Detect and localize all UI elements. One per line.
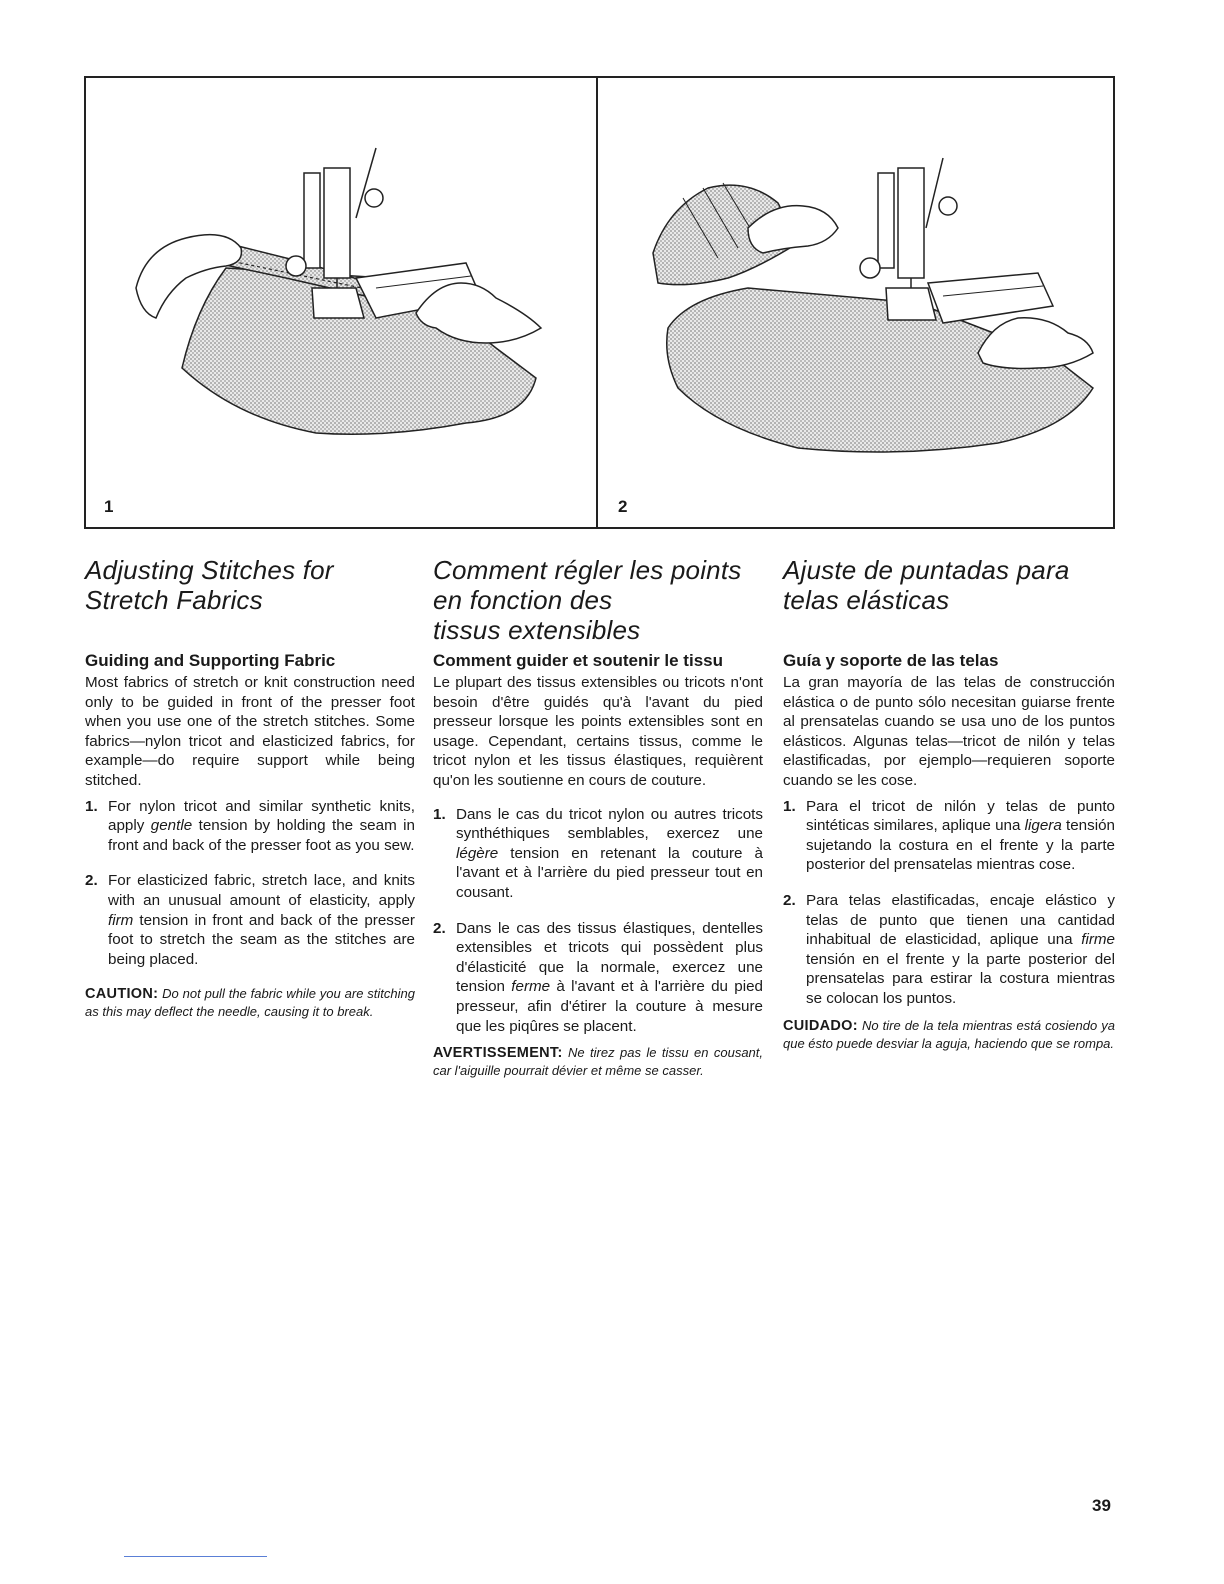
list-number: 1.	[783, 797, 796, 815]
list-text: tension in front and back of the presser foot to stretch the seam as the stitches are being placed.	[108, 911, 415, 968]
french-title-line3: tissus extensibles	[433, 615, 641, 645]
list-text: Para telas elastificadas, encaje elástico y telas de punto que tienen una cantidad inhabitual de elasticidad, aplique una	[806, 891, 1115, 949]
list-number: 1.	[433, 805, 446, 823]
spanish-caution	[783, 1017, 1115, 1053]
figure-2-panel	[598, 78, 1115, 527]
french-caution	[433, 1044, 763, 1080]
figure-1-number: 1	[104, 497, 114, 516]
list-emphasis: légère	[456, 844, 499, 862]
spanish-subheading: Guía y soporte de las telas	[783, 651, 999, 670]
list-emphasis: ligera	[1024, 817, 1062, 835]
list-item	[433, 919, 763, 1037]
spanish-column	[783, 555, 1115, 1053]
spanish-title-line2: telas elásticas	[783, 585, 950, 615]
english-column	[85, 555, 415, 1021]
caution-text: Ne tirez pas le tissu en cousant, car l'aiguille pourrait dévier et même se casser.	[433, 1045, 763, 1079]
list-item	[85, 797, 415, 856]
list-text: For elasticized fabric, stretch lace, and knits with an unusual amount of elasticity, apply	[108, 872, 415, 909]
caution-label: CAUTION:	[85, 986, 159, 1003]
french-title	[433, 555, 763, 651]
list-number: 2.	[783, 891, 796, 909]
page-number: 39	[1092, 1496, 1111, 1515]
spanish-intro: La gran mayoría de las telas de construcción elástica o de punto sólo necesitan guiarse frente al prensatelas cuando se usa uno de los puntos elásticos. Algunas telas—tricot de nilón y telas elastificadas, por ejemplo—requieren soporte cuando se les cose.	[783, 674, 1115, 789]
list-item	[783, 891, 1115, 1009]
english-intro: Most fabrics of stretch or knit construction need only to be guided in front of the presser foot when you use one of the stretch stitches. Some fabrics—nylon tricot and elasticized fabrics, for example—do require support while being stitched.	[85, 674, 415, 789]
list-item	[85, 871, 415, 969]
english-title-line2: Stretch Fabrics	[85, 585, 263, 615]
figure-2-number: 2	[618, 497, 628, 516]
spanish-title-line1: Ajuste de puntadas para	[783, 555, 1070, 585]
list-item	[783, 797, 1115, 875]
french-title-line2: en fonction des	[433, 585, 613, 615]
caution-text: No tire de la tela mientras está cosiendo ya que ésto puede desviar la aguja, haciendo que se rompa.	[783, 1017, 1115, 1051]
caution-text: Do not pull the fabric while you are stitching as this may deflect the needle, causing it to break.	[85, 986, 415, 1020]
english-list	[85, 797, 415, 970]
french-subheading: Comment guider et soutenir le tissu	[433, 651, 723, 670]
list-text: à l'avant et à l'arrière du pied presseur, afin d'étirer la couture à mesure que les piqûres se placent.	[456, 978, 763, 1035]
list-text: tensión sujetando la costura en el frente y la parte posterior del prensatelas mientras cose.	[806, 817, 1115, 874]
list-emphasis: gentle	[150, 817, 193, 835]
list-item	[433, 805, 763, 903]
figure-box	[84, 76, 1115, 529]
list-text: tensión en el frente y la parte posterior del prensatelas para estirar la costura mientras se colocan los puntos.	[806, 950, 1115, 1007]
list-number: 2.	[433, 919, 446, 937]
list-emphasis: ferme	[511, 978, 551, 996]
list-text: tension en retenant la couture à l'avant et à l'arrière du pied presseur tout en cousant.	[456, 844, 763, 901]
list-text: For nylon tricot and similar synthetic knits, apply	[108, 797, 415, 835]
spanish-title	[783, 555, 1115, 651]
french-column	[433, 555, 763, 1080]
english-title	[85, 555, 415, 651]
sewing-illustration-1	[86, 78, 596, 527]
list-text: Dans le cas du tricot nylon ou autres tricots synthéthiques semblables, exercez une	[456, 805, 763, 843]
spanish-list	[783, 797, 1115, 1009]
list-number: 2.	[85, 872, 98, 890]
footer-divider	[124, 1556, 267, 1557]
caution-label: AVERTISSEMENT:	[433, 1045, 563, 1062]
english-caution	[85, 985, 415, 1021]
list-text: tension by holding the seam in front and back of the presser foot as you sew.	[108, 817, 416, 854]
list-number: 1.	[85, 797, 98, 815]
french-title-line1: Comment régler les points	[433, 555, 742, 585]
list-emphasis: firm	[108, 911, 134, 929]
english-title-line1: Adjusting Stitches for	[85, 555, 334, 585]
list-emphasis: firme	[1081, 931, 1115, 949]
list-text: Dans le cas des tissus élastiques, dentelles extensibles et tricots qui possèdent plus d'élasticité que la normale, exercez une tension	[456, 919, 763, 996]
figure-1-panel	[86, 78, 598, 527]
sewing-illustration-2	[598, 78, 1115, 527]
caution-label: CUIDADO:	[783, 1017, 858, 1034]
english-subheading: Guiding and Supporting Fabric	[85, 651, 336, 670]
list-text: Para el tricot de nilón y telas de punto sintéticas similares, aplique una	[806, 797, 1115, 835]
french-list	[433, 805, 763, 1037]
french-intro: Le plupart des tissus extensibles ou tricots n'ont besoin d'être guidés qu'à l'avant du pied presseur lorsque les points extensibles sont en usage. Cependant, certains tissus, comme le tricot nylon et les tissus élastiques, requièrent qu'on les soutienne en cours de couture.	[433, 674, 763, 789]
